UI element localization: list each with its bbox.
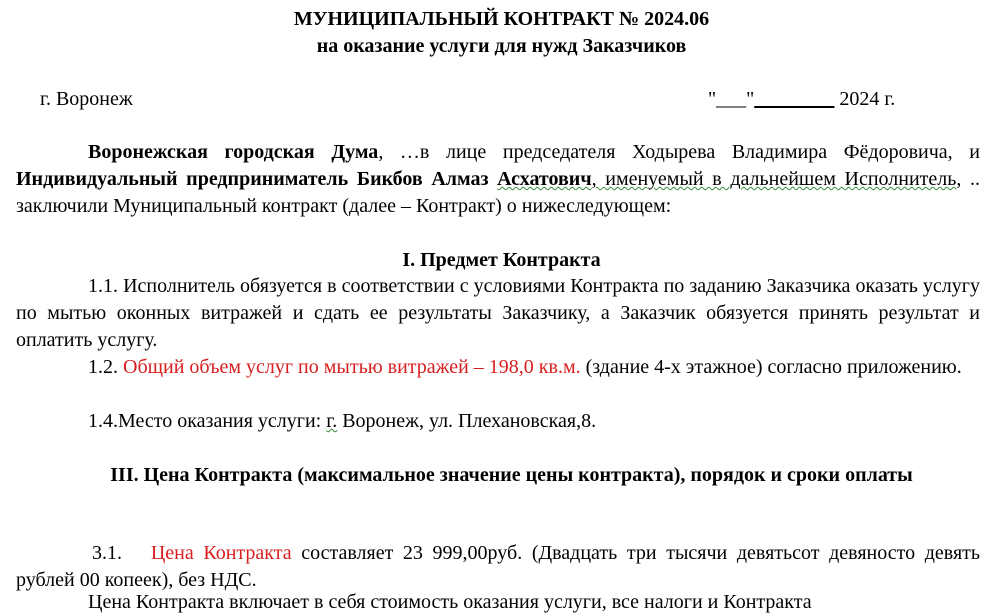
parties-tail-2: , .. заключили Муниципальный контракт (далее – Контракт) о нижеследующем: <box>16 168 981 217</box>
clause-1-2-rest: (здание 4-х этажное) согласно приложению. <box>580 356 962 378</box>
clause-3-1-number: 3.1. <box>92 542 122 564</box>
clause-1-1-text: 1.1. Исполнитель обязуется в соответствии с условиями Контракта по заданию Заказчика оказать услугу по мытью оконных витражей и сдать ее результаты Заказчику, а Заказчик обязуется принять результат и оплатить услугу. <box>16 275 980 351</box>
date-year: 2024 г. <box>839 88 896 110</box>
clause-1-4-rest: Воронеж, ул. Плехановская,8. <box>337 410 597 432</box>
clause-1-2-volume: Общий объем услуг по мытью витражей – 198,0 кв.м. <box>123 356 581 378</box>
date-line <box>708 86 895 113</box>
clause-3-1-rest: составляет 23 999,00руб. (Двадцать три тысячи девятьсот девяносто девять рублей 00 копеек), без НДС. <box>16 542 981 591</box>
parties-tail-1: , именуемый в дальнейшем Исполнитель <box>591 168 957 190</box>
customer-text: , …в лице председателя Ходырева Владимира Фёдоровича, и <box>378 141 980 163</box>
date-month: ________ <box>754 88 835 110</box>
contractor-name: Алмаз <box>431 168 489 190</box>
clause-1-4-city: г. <box>326 410 338 432</box>
contractor-label: Индивидуальный предприниматель <box>16 168 349 190</box>
clause-1-1 <box>16 273 980 354</box>
date-day: "___" <box>708 88 755 110</box>
clause-1-2 <box>16 354 980 381</box>
city-line: г. Воронеж <box>40 88 133 110</box>
contract-title: МУНИЦИПАЛЬНЫЙ КОНТРАКТ № 2024.06 <box>293 8 710 30</box>
clause-1-2-number: 1.2. <box>88 356 118 378</box>
clause-3-1-price-label: Цена Контракта <box>150 542 292 564</box>
clause-3-2-partial: Цена Контракта включает в себя стоимость оказания услуги, все налоги и Контракта <box>88 591 812 613</box>
section-3-heading: III. Цена Контракта (максимальное значение цены контракта), порядок и сроки оплаты <box>110 464 913 486</box>
section-1-heading: I. Предмет Контракта <box>402 249 601 271</box>
contractor-patronymic: Асхатович <box>497 168 592 190</box>
clause-3-1 <box>16 540 980 594</box>
clause-1-4-label: 1.4.Место оказания услуги: <box>88 410 327 432</box>
customer-name: Воронежская городская Дума <box>88 141 379 163</box>
contract-subtitle: на оказание услуги для нужд Заказчиков <box>316 35 687 57</box>
contractor-surname: Бикбов <box>356 168 423 190</box>
parties-paragraph <box>16 139 980 220</box>
clause-1-4 <box>88 408 596 435</box>
